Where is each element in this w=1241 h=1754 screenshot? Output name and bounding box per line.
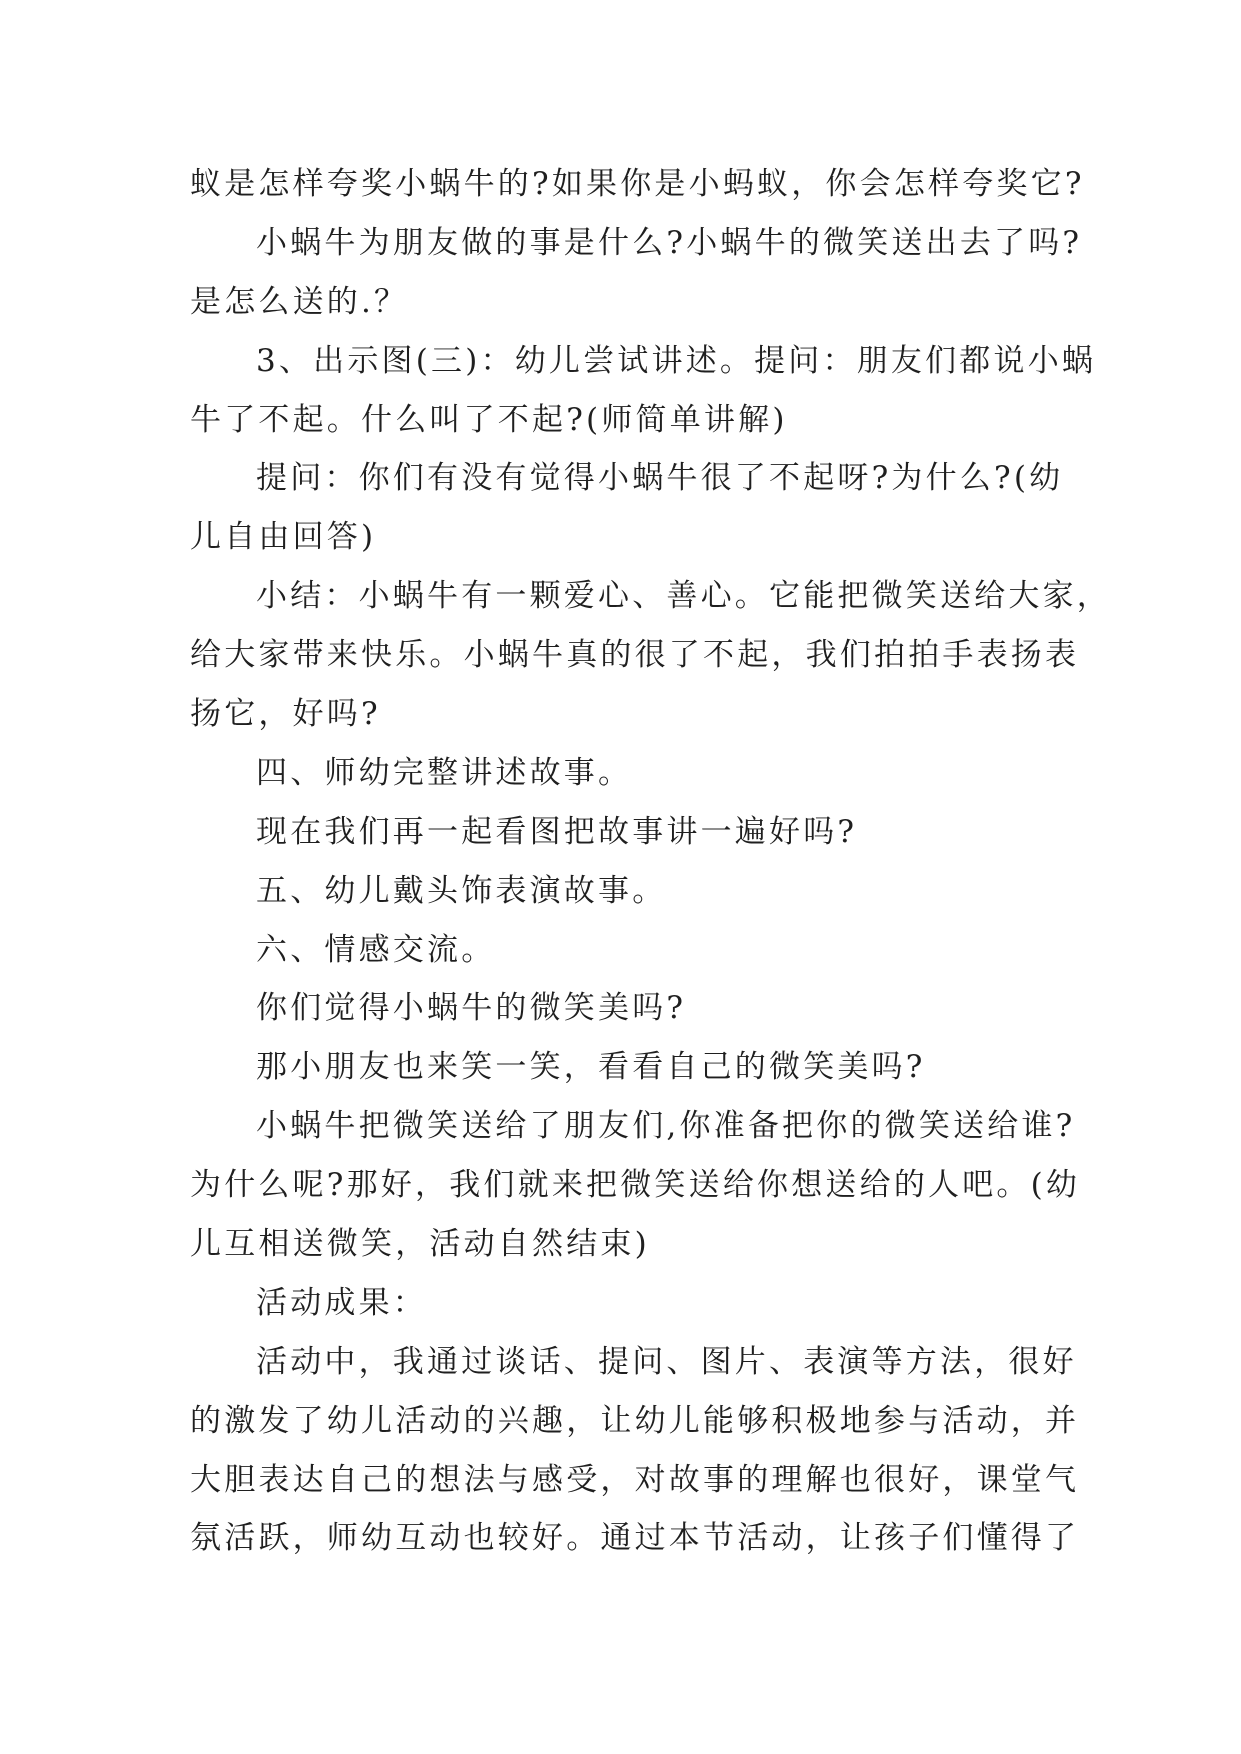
text-line: 那小朋友也来笑一笑，看看自己的微笑美吗? xyxy=(256,1049,926,1086)
text-line: 扬它，好吗? xyxy=(190,696,381,733)
text-line: 蚁是怎样夸奖小蜗牛的?如果你是小蚂蚁，你会怎样夸奖它? xyxy=(190,166,1085,202)
text-line: 提问：你们有没有觉得小蜗牛很了不起呀?为什么?(幼 xyxy=(256,460,1064,497)
text-line: 现在我们再一起看图把故事讲一遍好吗? xyxy=(256,813,858,850)
paragraph xyxy=(190,803,1070,862)
text-line: 儿自由回答) xyxy=(190,519,377,556)
text-line: 儿互相送微笑，活动自然结束) xyxy=(190,1226,650,1263)
text-line: 牛了不起。什么叫了不起?(师简单讲解) xyxy=(190,401,788,438)
text-line: 活动中，我通过谈话、提问、图片、表演等方法，很好 xyxy=(256,1343,1077,1380)
text-line: 为什么呢?那好，我们就来把微笑送给你想送给的人吧。(幼 xyxy=(190,1167,1081,1204)
text-line: 五、幼儿戴头饰表演故事。 xyxy=(256,872,667,909)
paragraph xyxy=(190,979,1070,1038)
paragraph xyxy=(190,921,1070,980)
paragraph xyxy=(190,1097,1081,1274)
document-body xyxy=(190,155,1111,1568)
text-line: 的激发了幼儿活动的兴趣，让幼儿能够积极地参与活动，并 xyxy=(190,1402,1080,1439)
paragraph xyxy=(190,155,1085,214)
text-line: 大胆表达自己的想法与感受，对故事的理解也很好，课堂气 xyxy=(190,1461,1080,1498)
paragraph xyxy=(190,744,1070,803)
paragraph xyxy=(190,332,1097,450)
paragraph xyxy=(190,1038,1070,1097)
paragraph xyxy=(190,214,1083,332)
text-line: 3、出示图(三)：幼儿尝试讲述。提问：朋友们都说小蜗 xyxy=(256,342,1097,379)
paragraph xyxy=(190,1333,1080,1569)
text-line: 小蜗牛把微笑送给了朋友们,你准备把你的微笑送给谁? xyxy=(256,1108,1076,1145)
text-line: 给大家带来快乐。小蜗牛真的很了不起，我们拍拍手表扬表 xyxy=(190,637,1080,674)
text-line: 活动成果： xyxy=(256,1284,427,1321)
text-line: 小结：小蜗牛有一颗爱心、善心。它能把微笑送给大家， xyxy=(256,578,1111,615)
paragraph xyxy=(190,449,1070,567)
paragraph xyxy=(190,1274,1070,1333)
paragraph xyxy=(190,862,1070,921)
text-line: 你们觉得小蜗牛的微笑美吗? xyxy=(256,990,687,1027)
paragraph xyxy=(190,567,1111,744)
text-line: 是怎么送的.？ xyxy=(190,283,409,320)
text-line: 小蜗牛为朋友做的事是什么?小蜗牛的微笑送出去了吗? xyxy=(256,224,1083,261)
text-line: 氛活跃，师幼互动也较好。通过本节活动，让孩子们懂得了 xyxy=(190,1520,1080,1557)
text-line: 六、情感交流。 xyxy=(256,931,496,968)
text-line: 四、师幼完整讲述故事。 xyxy=(256,754,633,791)
